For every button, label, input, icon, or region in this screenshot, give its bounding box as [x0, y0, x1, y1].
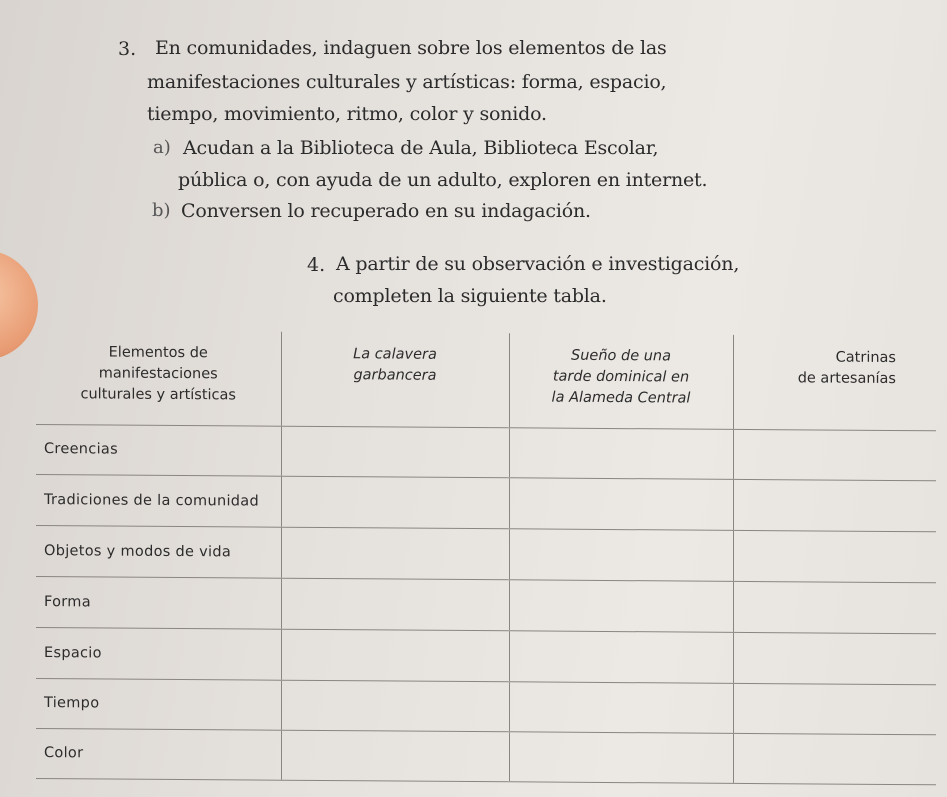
empty-cell[interactable]	[733, 733, 936, 784]
finger-photo-artifact	[0, 250, 38, 360]
question-3-number: 3.	[118, 38, 137, 60]
question-4-number: 4.	[307, 254, 326, 276]
empty-cell[interactable]	[281, 730, 509, 782]
row-label: Tradiciones de la comunidad	[36, 474, 281, 527]
empty-cell[interactable]	[733, 581, 936, 633]
empty-cell[interactable]	[509, 681, 733, 733]
empty-cell[interactable]	[733, 683, 936, 734]
empty-cell[interactable]	[281, 426, 509, 478]
empty-cell[interactable]	[733, 429, 936, 480]
empty-cell[interactable]	[733, 632, 936, 684]
question-3-line-1: En comunidades, indaguen sobre los elementos de las	[155, 37, 667, 59]
empty-cell[interactable]	[509, 528, 733, 581]
empty-cell[interactable]	[281, 629, 509, 682]
table-row	[36, 576, 936, 633]
question-3-line-3: tiempo, movimiento, ritmo, color y sonido.	[147, 103, 547, 125]
item-b-line-1: Conversen lo recuperado en su indagación.	[181, 200, 591, 222]
item-a-line-1: Acudan a la Biblioteca de Aula, Biblioteca Escolar,	[183, 137, 659, 159]
table-row	[36, 728, 936, 784]
table-row	[36, 474, 936, 531]
row-label: Creencias	[36, 424, 281, 476]
empty-cell[interactable]	[281, 680, 509, 732]
item-a-letter: a)	[153, 137, 171, 158]
row-label: Espacio	[36, 627, 281, 680]
empty-cell[interactable]	[281, 527, 509, 580]
empty-cell[interactable]	[281, 476, 509, 529]
table-row	[36, 525, 936, 582]
empty-cell[interactable]	[733, 530, 936, 582]
empty-cell[interactable]	[509, 477, 733, 530]
row-label: Forma	[36, 576, 281, 629]
table-row	[36, 424, 936, 480]
empty-cell[interactable]	[509, 731, 733, 783]
item-b-letter: b)	[152, 200, 171, 221]
header-calavera-garbancera: La calavera garbancera	[281, 332, 509, 428]
comparison-table	[36, 330, 936, 785]
header-elementos: Elementos de manifestaciones culturales y artísticas	[36, 330, 281, 426]
row-label: Tiempo	[36, 678, 281, 730]
question-3-line-2: manifestaciones culturales y artísticas: forma, espacio,	[147, 71, 667, 93]
empty-cell[interactable]	[281, 578, 509, 631]
row-label: Color	[36, 728, 281, 780]
empty-cell[interactable]	[509, 579, 733, 632]
empty-cell[interactable]	[509, 630, 733, 683]
header-catrinas: Catrinas de artesanías	[733, 335, 936, 430]
empty-cell[interactable]	[509, 427, 733, 479]
question-4-line-2: completen la siguiente tabla.	[333, 285, 607, 307]
table-row	[36, 627, 936, 684]
row-label: Objetos y modos de vida	[36, 525, 281, 578]
table-row	[36, 678, 936, 734]
header-sueno-alameda: Sueño de una tarde dominical en la Alameda Central	[509, 333, 733, 429]
table-header-row	[36, 330, 936, 430]
empty-cell[interactable]	[733, 479, 936, 531]
item-a-line-2: pública o, con ayuda de un adulto, exploren en internet.	[178, 169, 708, 191]
question-4-line-1: A partir de su observación e investigación,	[336, 253, 740, 275]
